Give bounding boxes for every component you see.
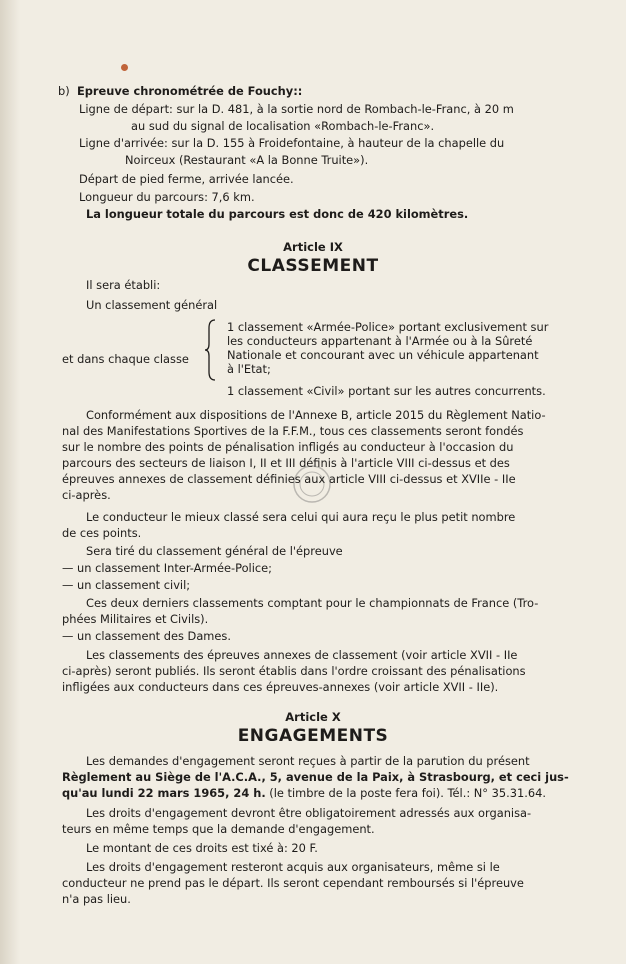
art10-p2-line-1: Les droits d'engagement devront être obligatoirement adressés aux organisa- — [86, 806, 532, 820]
art9-p4-line-1: Ces deux derniers classements comptant pour le championnats de France (Tro- — [86, 596, 539, 610]
longueur-totale: La longueur totale du parcours est donc de 420 kilomètres. — [86, 207, 469, 221]
art9-list-item-1: — un classement Inter-Armée-Police; — [62, 561, 272, 575]
art9-p5-line-3: infligées aux conducteurs dans ces épreuves-annexes (voir article XVII - IIe). — [62, 680, 499, 694]
art9-chaque-classe: et dans chaque classe — [62, 352, 189, 366]
brace-item-1-line-4: à l'Etat; — [227, 362, 271, 376]
article-9-number: Article IX — [283, 240, 343, 254]
art9-p1-line-3: sur le nombre des points de pénalisation infligés au conducteur à l'occasion du — [62, 440, 514, 454]
depart-line-2: au sud du signal de localisation «Rombach-le-Franc». — [131, 119, 435, 133]
art9-p2-line-2: de ces points. — [62, 526, 142, 540]
art9-list-item-2: — un classement civil; — [62, 578, 191, 592]
art9-p5-line-2: ci-après) seront publiés. Ils seront établis dans l'ordre croissant des pénalisations — [62, 664, 526, 678]
art9-p1-line-4: parcours des secteurs de liaison I, II et III définis à l'article VIII ci-dessus et des — [62, 456, 510, 470]
art9-p5-line-1: Les classements des épreuves annexes de classement (voir article XVII - IIe — [86, 648, 518, 662]
art10-tel: (le timbre de la poste fera foi). Tél.: N° 35.31.64. — [265, 786, 546, 800]
art9-p1-line-6: ci-après. — [62, 488, 111, 502]
curly-brace — [204, 318, 218, 382]
art9-list-item-3: — un classement des Dames. — [62, 629, 231, 643]
depart-line-1: Ligne de départ: sur la D. 481, à la sortie nord de Rombach-le-Franc, à 20 m — [79, 102, 514, 116]
section-b-label: b) — [58, 84, 70, 98]
page-edge-shadow — [0, 0, 20, 964]
section-b-title: Epreuve chronométrée de Fouchy:: — [77, 84, 303, 98]
art10-p1-line-2: Règlement au Siège de l'A.C.A., 5, avenue de la Paix, à Strasbourg, et ceci jus- — [62, 770, 569, 784]
art10-p2-line-2: teurs en même temps que la demande d'engagement. — [62, 822, 375, 836]
depart-pied: Départ de pied ferme, arrivée lancée. — [79, 172, 294, 186]
art10-p1-line-1: Les demandes d'engagement seront reçues à partir de la parution du présent — [86, 754, 530, 768]
art10-deadline: qu'au lundi 22 mars 1965, 24 h. — [62, 786, 266, 800]
art9-p4-line-2: phées Militaires et Civils). — [62, 612, 209, 626]
brace-item-2: 1 classement «Civil» portant sur les autres concurrents. — [227, 384, 546, 398]
art9-p1-line-1: Conformément aux dispositions de l'Annexe B, article 2015 du Règlement Natio- — [86, 408, 546, 422]
art10-p4-line-2: conducteur ne prend pas le départ. Ils seront cependant remboursés si l'épreuve — [62, 876, 524, 890]
brace-item-1-line-1: 1 classement «Armée-Police» portant exclusivement sur — [227, 320, 549, 334]
art10-p3: Le montant de ces droits est tixé à: 20 F. — [86, 841, 318, 855]
art9-p2-line-1: Le conducteur le mieux classé sera celui qui aura reçu le plus petit nombre — [86, 510, 516, 524]
brace-item-1-line-3: Nationale et concourant avec un véhicule appartenant — [227, 348, 539, 362]
art9-p1-line-2: nal des Manifestations Sportives de la F.F.M., tous ces classements seront fondés — [62, 424, 524, 438]
article-9-heading: CLASSEMENT — [247, 256, 379, 276]
article-10-heading: ENGAGEMENTS — [237, 726, 389, 746]
article-10-number: Article X — [285, 710, 341, 724]
art9-p3: Sera tiré du classement général de l'épreuve — [86, 544, 343, 558]
art9-general: Un classement général — [86, 298, 218, 312]
arrivee-line-2: Noirceux (Restaurant «A la Bonne Truite»). — [125, 153, 369, 167]
longueur-parcours: Longueur du parcours: 7,6 km. — [79, 190, 255, 204]
art10-p4-line-3: n'a pas lieu. — [62, 892, 131, 906]
stamp-watermark-icon — [290, 462, 340, 506]
art9-p1-line-5: épreuves annexes de classement définies aux article VIII ci-dessus et XVIIe - IIe — [62, 472, 516, 486]
ink-spot — [121, 64, 128, 71]
art10-p1-line-3 — [62, 786, 546, 800]
art10-p4-line-1: Les droits d'engagement resteront acquis aux organisateurs, même si le — [86, 860, 500, 874]
brace-item-1-line-2: les conducteurs appartenant à l'Armée ou à la Sûreté — [227, 334, 533, 348]
art9-intro: Il sera établi: — [86, 278, 161, 292]
arrivee-line-1: Ligne d'arrivée: sur la D. 155 à Froidefontaine, à hauteur de la chapelle du — [79, 136, 505, 150]
